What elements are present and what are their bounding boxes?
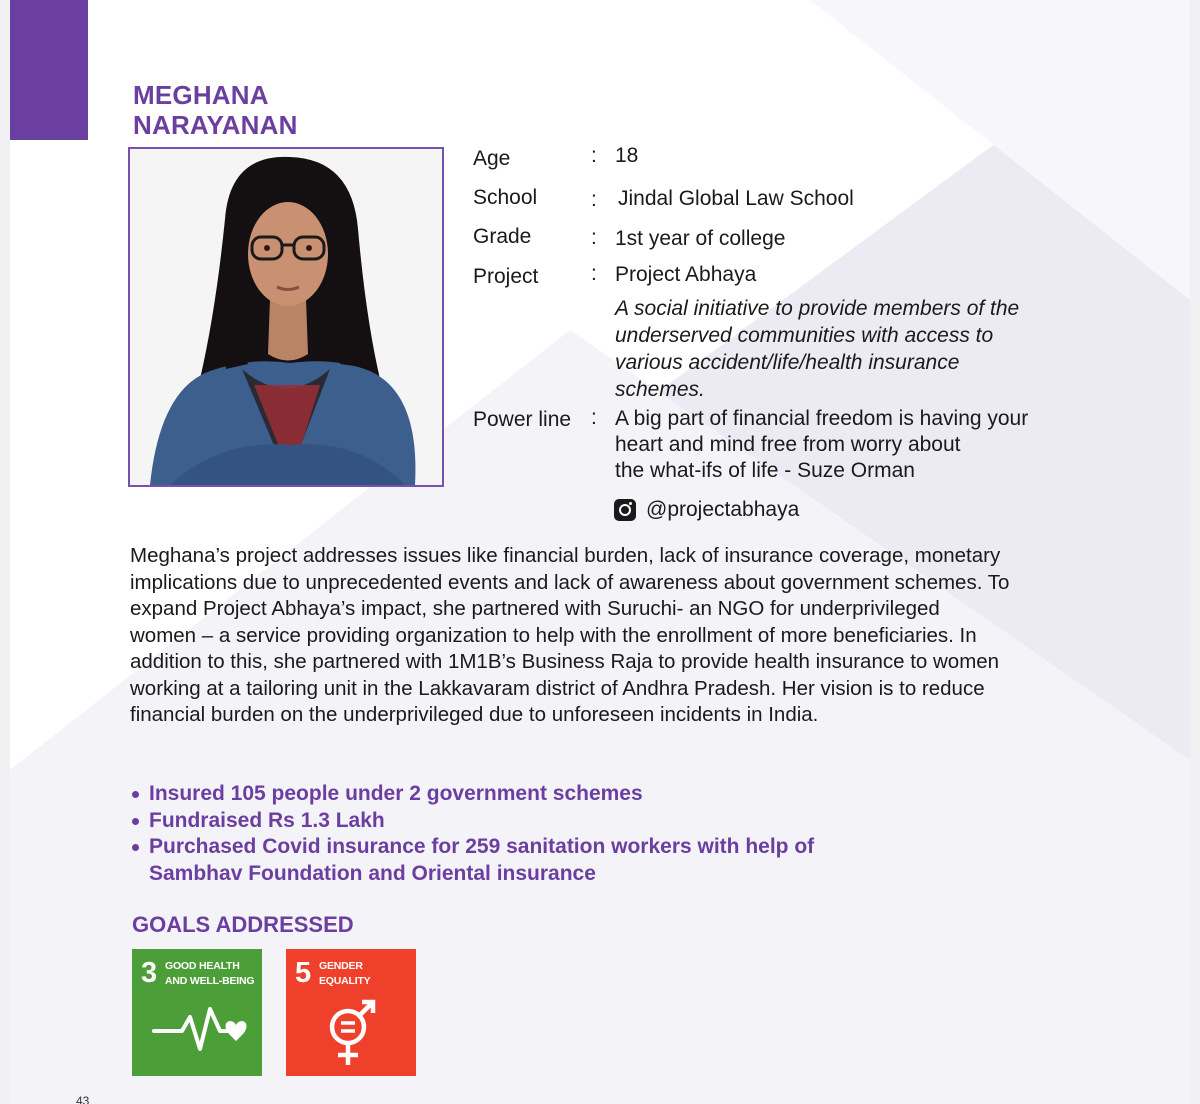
instagram-icon [614, 499, 636, 521]
school-label: School [473, 186, 538, 209]
heartbeat-icon [132, 989, 262, 1076]
grade-colon: : [591, 226, 597, 249]
project-label: Project [473, 265, 539, 288]
sdg-number: 5 [295, 957, 312, 989]
project-value: Project Abhaya [615, 263, 757, 286]
grade-label: Grade [473, 225, 532, 248]
powerline-line: heart and mind free from worry about [615, 433, 961, 456]
project-description: A social initiative to provide members of the underserved communities with access to various accident/life/health insurance schemes. [615, 297, 1020, 401]
sdg-label-line: GENDER [319, 960, 363, 972]
instagram-handle[interactable]: @projectabhaya [646, 498, 800, 521]
sdg-label-line: AND WELL-BEING [165, 975, 255, 987]
goals-title: GOALS ADDRESSED [132, 912, 354, 937]
age-colon: : [591, 144, 597, 167]
powerline-line: A big part of financial freedom is having your [615, 407, 1029, 430]
school-colon: : [591, 188, 597, 211]
name-last: NARAYANAN [133, 110, 298, 140]
instagram-link[interactable] [614, 498, 799, 522]
powerline-line: the what-ifs of life - Suze Orman [615, 459, 915, 482]
sdg-label [165, 959, 254, 989]
corner-accent-block [10, 0, 88, 140]
student-photo [128, 147, 444, 487]
page-number: 43 [76, 1094, 90, 1104]
sdg-tile-5 [286, 949, 416, 1076]
sdg-label [319, 959, 371, 989]
sdg-number: 3 [141, 957, 158, 989]
name-first: MEGHANA [133, 80, 269, 110]
powerline-colon: : [591, 406, 597, 429]
sdg-label-line: GOOD HEALTH [165, 960, 240, 972]
school-value: Jindal Global Law School [618, 187, 854, 210]
age-label: Age [473, 147, 511, 170]
profile-page [10, 0, 1190, 1104]
age-value: 18 [615, 144, 639, 167]
student-name [133, 80, 298, 140]
gender-equality-icon [286, 989, 416, 1076]
achievements-list [130, 781, 850, 887]
project-colon: : [591, 262, 597, 285]
powerline-label: Power line [473, 408, 572, 431]
achievement-item: Purchased Covid insurance for 259 sanitation workers with help of Sambhav Foundation and Oriental insurance [130, 834, 850, 887]
sdg-tile-3 [132, 949, 262, 1076]
project-summary: Meghana’s project addresses issues like financial burden, lack of insurance coverage, monetary implications due to unprecedented events and lack of awareness about government schemes. To expand Project Abhaya’s impact, she partnered with Suruchi- an NGO for underprivileged women – a service providing organization to help with the enrollment of more beneficiaries. In addition to this, she partnered with 1M1B’s Business Raja to provide health insurance to women working at a tailoring unit in the Lakkavaram district of Andhra Pradesh. Her vision is to reduce financial burden on the underprivileged due to unforeseen incidents in India. [130, 544, 1010, 726]
sdg-label-line: EQUALITY [319, 975, 371, 987]
powerline-quote [615, 406, 1055, 484]
grade-value: 1st year of college [615, 227, 786, 250]
achievement-item: Fundraised Rs 1.3 Lakh [130, 808, 850, 835]
achievement-item: Insured 105 people under 2 government schemes [130, 781, 850, 808]
portrait-illustration [130, 149, 442, 485]
